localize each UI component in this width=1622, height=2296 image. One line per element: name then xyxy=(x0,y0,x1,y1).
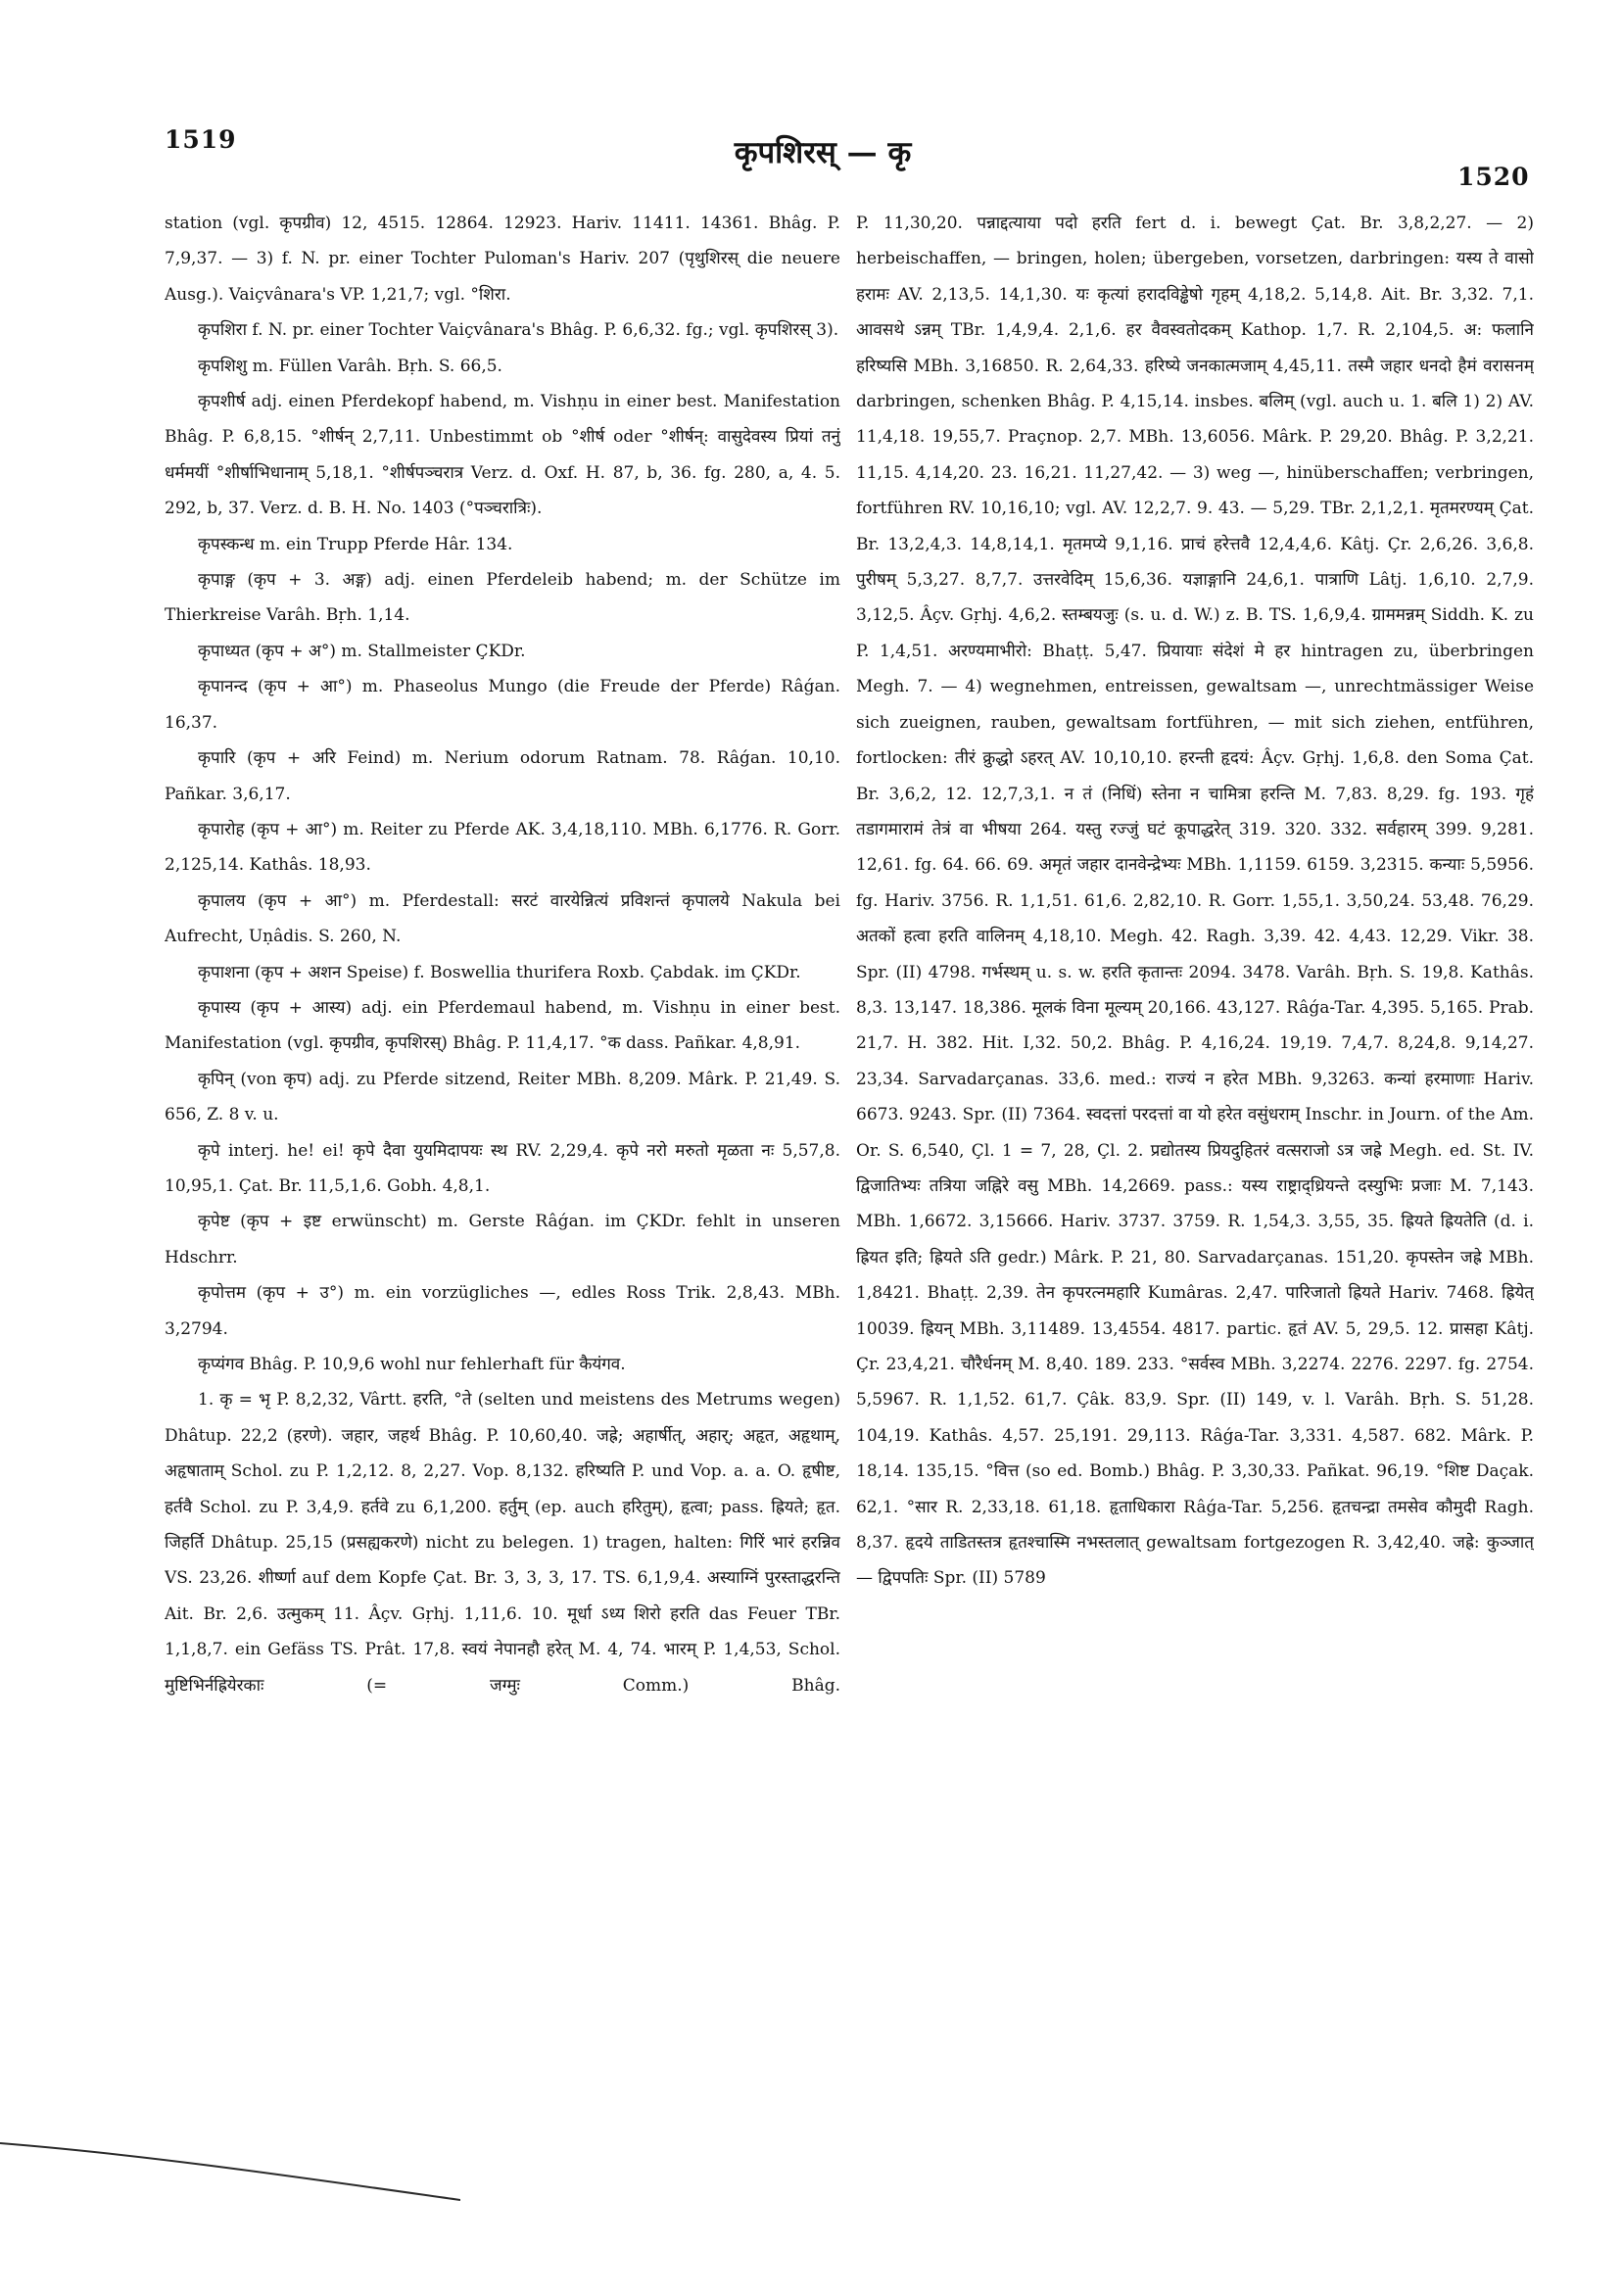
left-page-number: 1519 xyxy=(165,125,237,154)
right-page-number: 1520 xyxy=(1457,163,1530,191)
entry-krpottama: कृपोत्तम (कृप + उ°) m. ein vorzügliches —, edles Ross Trik. 2,8,43. MBh. 3,2794. xyxy=(165,1283,840,1339)
entry-krpashira: कृपशिरा f. N. pr. einer Tochter Vaiçvânara's Bhâg. P. 6,6,32. fg.; vgl. कृपशिरस् 3). xyxy=(198,320,839,341)
left-column xyxy=(165,206,840,2204)
entry-krpasya: कृपास्य (कृप + आस्य) adj. ein Pferdemaul habend, m. Vishṇu in einer best. Manifestation (vgl. कृपग्रीव, कृपशिरस्) Bhâg. P. 11,4,17. °क dass. Pañkar. 4,8,91. xyxy=(165,997,840,1054)
entry-krpalaya: कृपालय (कृप + आ°) m. Pferdestall: सरटं वारयेन्नित्यं प्रविशन्तं कृपालये Nakula bei Aufrecht, Uṇâdis. S. 260, N. xyxy=(165,890,840,947)
entry-krpashirsha: कृपशीर्ष adj. einen Pferdekopf habend, m. Vishṇu in einer best. Manifestation Bhâg. P. 6,8,15. °शीर्षन् 2,7,11. Unbestimmt ob °शीर्ष oder °शीर्षन्: वासुदेवस्य प्रियां तनुं धर्ममयीं °शीर्षाभिधानाम् 5,18,1. °शीर्षपञ्चरात्र Verz. d. Oxf. H. 87, b, 36. fg. 280, a, 4. 5. 292, b, 37. Verz. d. B. H. No. 1403 (°पञ्चरात्रिः). xyxy=(165,392,840,519)
entry-krpadhyata: कृपाध्यत (कृप + अ°) m. Stallmeister ÇKDr. xyxy=(198,641,526,661)
entry-kr-verb-continued: P. 11,30,20. पन्नाद्दत्याया पदो हरति fert d. i. bewegt Çat. Br. 3,8,2,27. — 2) herbeischaffen, — bringen, holen; übergeben, vorsetzen, darbringen: यस्य ते वासो हरामः AV. 2,13,5. 14,1,30. यः कृत्यां हरादविड्ढेषो गृहम् 4,18,2. 5,14,8. Ait. Br. 3,32. 7,1. आवसथे ऽन्नम् TBr. 1,4,9,4. 2,1,6. हर वैवस्वतोदकम् Kathop. 1,7. R. 2,104,5. अ: फलानि हरिष्यसि MBh. 3,16850. R. 2,64,33. हरिष्ये जनकात्मजाम् 4,45,11. तस्मै जहार धनदो हैमं वरासनम् darbringen, schenken Bhâg. P. 4,15,14. insbes. बलिम् (vgl. auch u. 1. बलि 1) 2) AV. 11,4,18. 19,55,7. Praçnop. 2,7. MBh. 13,6056. Mârk. P. 29,20. Bhâg. P. 3,2,21. 11,15. 4,14,20. 23. 16,21. 11,27,42. — 3) weg —, hinüberschaffen; verbringen, fortführen RV. 10,16,10; vgl. AV. 12,2,7. 9. 43. — 5,29. TBr. 2,1,2,1. मृतमरण्यम् Çat. Br. 13,2,4,3. 14,8,14,1. मृतमप्ये 9,1,16. प्राचं हरेत्तवै 12,4,4,6. Kâtj. Çr. 2,6,26. 3,6,8. पुरीषम् 5,3,27. 8,7,7. उत्तरवेदिम् 15,6,36. यज्ञाङ्गानि 24,6,1. पात्राणि Lâtj. 1,6,10. 2,7,9. 3,12,5. Âçv. Gṛhj. 4,6,2. स्तम्बयजुः (s. u. d. W.) z. B. TS. 1,6,9,4. ग्राममन्नम् Siddh. K. zu P. 1,4,51. अरण्यमाभीरो: Bhaṭṭ. 5,47. प्रियायाः संदेशं मे हर hintragen zu, überbringen Megh. 7. — 4) wegnehmen, entreissen, gewaltsam —, unrechtmässiger Weise sich zueignen, rauben, gewaltsam fortführen, — mit sich ziehen, entführen, fortlocken: तीरं क्रुद्धो ऽहरत् AV. 10,10,10. हरन्ती हृदयं: Âçv. Gṛhj. 1,6,8. den Soma Çat. Br. 3,6,2, 12. 12,7,3,1. न तं (निधिं) स्तेना न चामित्रा हरन्ति M. 7,83. 8,29. fg. 193. गृहं तडागमारामं तेत्रं वा भीषया 264. यस्तु रज्जुं घटं कूपाद्धरेत् 319. 320. 332. सर्वहारम् 399. 9,281. 12,61. fg. 64. 66. 69. अमृतं जहार दानवेन्द्रेभ्यः MBh. 1,1159. 6159. 3,2315. कन्याः 5,5956. fg. Hariv. 3756. R. 1,1,51. 61,6. 2,82,10. R. Gorr. 1,55,1. 3,50,24. 53,48. 76,29. अतकों हत्वा हरति वालिनम् 4,18,10. Megh. 42. Ragh. 3,39. 42. 4,43. 12,29. Vikr. 38. Spr. (II) 4798. गर्भस्थम् u. s. w. हरति कृतान्तः 2094. 3478. Varâh. Bṛh. S. 19,8. Kathâs. 8,3. 13,147. 18,386. मूलकं विना मूल्यम् 20,166. 43,127. Râǵa-Tar. 4,395. 5,165. Prab. 21,7. H. 382. Hit. I,32. 50,2. Bhâg. P. 4,16,24. 19,19. 7,4,7. 8,24,8. 9,14,27. 23,34. Sarvadarçanas. 33,6. med.: राज्यं न हरेत MBh. 9,3263. कन्यां हरमाणाः Hariv. 6673. 9243. Spr. (II) 7364. स्वदत्तां परदत्तां वा यो हरेत वसुंधराम् Inschr. in Journ. of the Am. Or. S. 6,540, Çl. 1 = 7, 28, Çl. 2. प्रद्योतस्य प्रियदुहितरं वत्सराजो ऽत्र जह्रे Megh. ed. St. IV. द्विजातिभ्यः तत्रिया जह्निरे वसु MBh. 14,2669. pass.: यस्य राष्ट्राद्ध्रियन्ते दस्युभिः प्रजाः M. 7,143. MBh. 1,6672. 3,15666. Hariv. 3737. 3759. R. 1,54,3. 3,55, 35. ह्रियते ह्रियतेति (d. i. ह्रियत इति; ह्रियते ऽति gedr.) Mârk. P. 21, 80. Sarvadarçanas. 151,20. कृपस्तेन जह्रे MBh. 1,8421. Bhaṭṭ. 2,39. तेन कृपरत्नमहारि Kumâras. 2,47. पारिजातो ह्रियते Hariv. 7468. ह्रियेत् 10039. ह्रियन् MBh. 3,11489. 13,4554. 4817. partic. हृतं AV. 5, 29,5. 12. प्रासहा Kâtj. Çr. 23,4,21. चौरैर्धनम् M. 8,40. 189. 233. °सर्वस्व MBh. 3,2274. 2276. 2297. fg. 2754. 5,5967. R. 1,1,52. 61,7. Çâk. 83,9. Spr. (II) 149, v. l. Varâh. Bṛh. S. 51,28. 104,19. Kathâs. 4,57. 25,191. 29,113. Râǵa-Tar. 3,331. 4,587. 682. Mârk. P. 18,14. 135,15. °वित्त (so ed. Bomb.) Bhâg. P. 3,30,33. Pañkat. 96,19. °शिष्ट Daçak. 62,1. °सार R. 2,33,18. 61,18. हृताधिकारा Râǵa-Tar. 5,256. हृतचन्द्रा तमसेव कौमुदी Ragh. 8,37. हृदये ताडितस्तत्र हृतश्चास्मि नभस्तलात् gewaltsam fortgezogen R. 3,42,40. जह्रे: कुञ्जात् — द्विपपतिः Spr. (II) 5789 xyxy=(856,214,1534,1589)
entry-krpe: कृपे interj. he! ei! कृपे दैवा युयमिदापयः स्थ RV. 2,29,4. कृपे नरो मरुतो मृळता नः 5,57,8. 10,95,1. Çat. Br. 11,5,1,6. Gobh. 4,8,1. xyxy=(165,1140,840,1196)
entry-krpyangava: कृप्यंगव Bhâg. P. 10,9,6 wohl nur fehlerhaft für कैयंगव. xyxy=(198,1355,626,1374)
page-header xyxy=(0,0,1622,191)
right-column xyxy=(856,206,1534,2204)
entry-krpaskandha: कृपस्कन्ध m. ein Trupp Pferde Hâr. 134. xyxy=(198,534,513,554)
running-head: कृपशिरस् — कृ xyxy=(734,135,912,170)
entry-kr-verb: 1. कृ = भृ P. 8,2,32, Vârtt. हरति, °ते (selten und meistens des Metrums wegen) Dhâtup. 22,2 (हरणे). जहार, जहर्थ Bhâg. P. 10,60,40. जह्रे; अहार्षीत्, अहार्; अहृत, अहृथाम्, अहृषाताम् Schol. zu P. 1,2,12. 8, 2,27. Vop. 8,132. हरिष्यति P. und Vop. a. a. O. हृषीष्ट, हर्तवै Schol. zu P. 3,4,9. हर्तवे zu 6,1,200. हर्तुम् (ep. auch हरितुम्), हृत्वा; pass. ह्रियते; हृत. जिहर्ति Dhâtup. 25,15 (प्रसह्यकरणे) nicht zu belegen. 1) tragen, halten: गिरिं भारं हरन्निव VS. 23,26. शीर्ष्णा auf dem Kopfe Çat. Br. 3, 3, 3, 17. TS. 6,1,9,4. अस्याग्निं पुरस्ताद्धरन्ति Ait. Br. 2,6. उत्मुकम् 11. Âçv. Gṛhj. 1,11,6. 10. मूर्धा ऽध्य शिरो हरति das Feuer TBr. 1,1,8,7. ein Gefäss TS. Prât. 17,8. स्वयं नेपानहौ हरेत् M. 4, 74. भारम् P. 1,4,53, Schol. मुष्टिभिर्नह्रियेरकाः (= जग्मुः Comm.) Bhâg. xyxy=(165,1390,840,1696)
entry-krparoha: कृपारोह (कृप + आ°) m. Reiter zu Pferde AK. 3,4,18,110. MBh. 6,1776. R. Gorr. 2,125,14. Kathâs. 18,93. xyxy=(165,819,840,876)
entry-krpananda: कृपानन्द (कृप + आ°) m. Phaseolus Mungo (die Freude der Pferde) Râǵan. 16,37. xyxy=(165,677,840,733)
entry-krpanga: कृपाङ्ग (कृप + 3. अङ्ग) adj. einen Pferdeleib habend; m. der Schütze im Thierkreise Varâh. Bṛh. 1,14. xyxy=(165,570,840,626)
entry-krpari: कृपारि (कृप + अरि Feind) m. Nerium odorum Ratnam. 78. Râǵan. 10,10. Pañkar. 3,6,17. xyxy=(165,748,840,804)
entry-krpashana: कृपाशना (कृप + अशन Speise) f. Boswellia thurifera Roxb. Çabdak. im ÇKDr. xyxy=(198,962,801,982)
entry-krpashishu: कृपशिशु m. Füllen Varâh. Bṛh. S. 66,5. xyxy=(198,356,502,376)
entry-krpeshta: कृपेष्ट (कृप + इष्ट erwünscht) m. Gerste Râǵan. im ÇKDr. fehlt in unseren Hdschrr. xyxy=(165,1212,840,1268)
entry-continuation: station (vgl. कृपग्रीव) 12, 4515. 12864. 12923. Hariv. 11411. 14361. Bhâg. P. 7,9,37. — 3) f. N. pr. einer Tochter Puloman's Hariv. 207 (पृथुशिरस् die neuere Ausg.). Vaiçvânara's VP. 1,21,7; vgl. °शिरा. xyxy=(165,214,840,305)
entry-krpin: कृपिन् (von कृप) adj. zu Pferde sitzend, Reiter MBh. 8,209. Mârk. P. 21,49. S. 656, Z. 8 v. u. xyxy=(165,1069,840,1125)
scan-margin-line xyxy=(0,2135,460,2204)
